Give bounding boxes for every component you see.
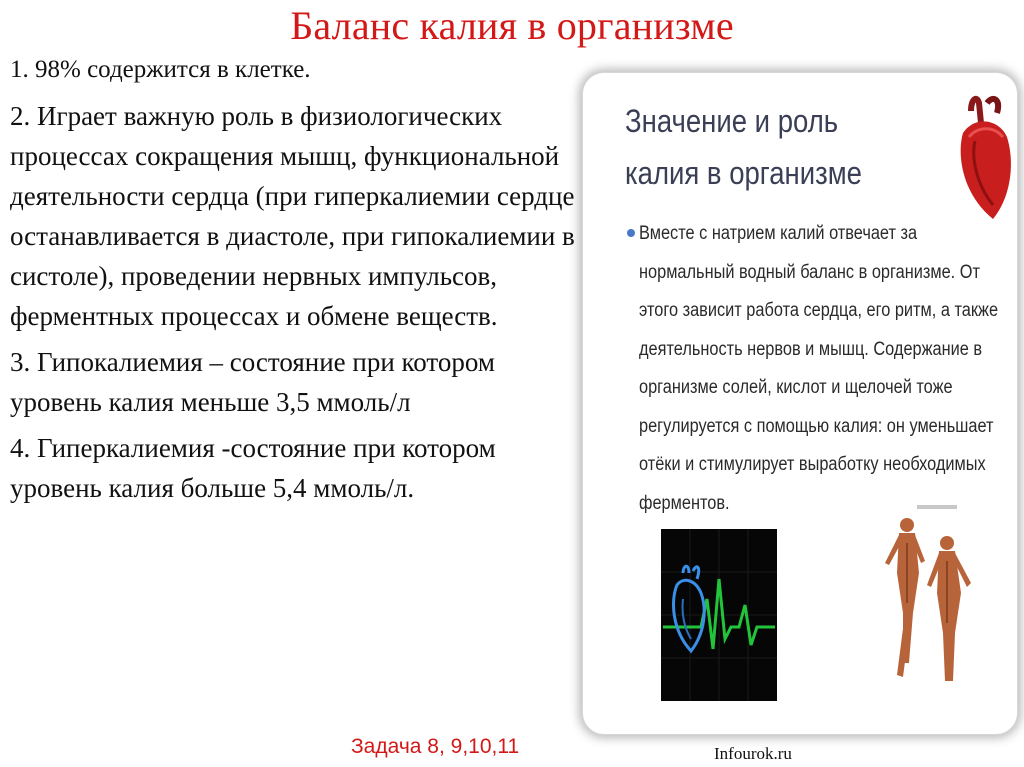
point-3: 3. Гипокалиемия – состояние при котором уровень калия меньше 3,5 ммоль/л <box>10 347 495 417</box>
card-text: Вместе с натрием калий отвечает за нормальный водный баланс в организме. От этого зависит работа сердца, его ритм, а также деятельность нервов и мышц. Содержание в организме солей, кислот и щелочей тоже регулируется с помощью калия: он уменьшает отёки и стимулирует выработку необходимых ферментов. <box>639 223 999 514</box>
point-2: 2. Играет важную роль в физиологических процессах сокращения мышц, функциональной деятельности сердца (при гиперкалиемии сердце останавливается в диастоле, при гипокалиемии в систоле), проведении нервных импульсов, ферментных процессах и обмене веществ. <box>10 101 575 331</box>
point-1: 1. 98% содержится в клетке. <box>10 56 311 83</box>
heart-icon <box>953 93 1015 221</box>
anatomy-figures-icon <box>881 503 977 699</box>
key-points <box>10 50 582 750</box>
info-card <box>582 72 1018 735</box>
ecg-heart-icon <box>661 529 777 701</box>
bullet-icon <box>627 229 635 237</box>
source-label: Infourok.ru <box>714 744 792 763</box>
slide-title: Баланс калия в организме <box>290 3 734 48</box>
point-4: 4. Гиперкалиемия -состояние при котором уровень калия больше 5,4 ммоль/л. <box>10 433 496 503</box>
card-title: Значение и роль калия в организме <box>625 103 862 191</box>
task-reference: Задача 8, 9,10,11 <box>351 735 520 758</box>
